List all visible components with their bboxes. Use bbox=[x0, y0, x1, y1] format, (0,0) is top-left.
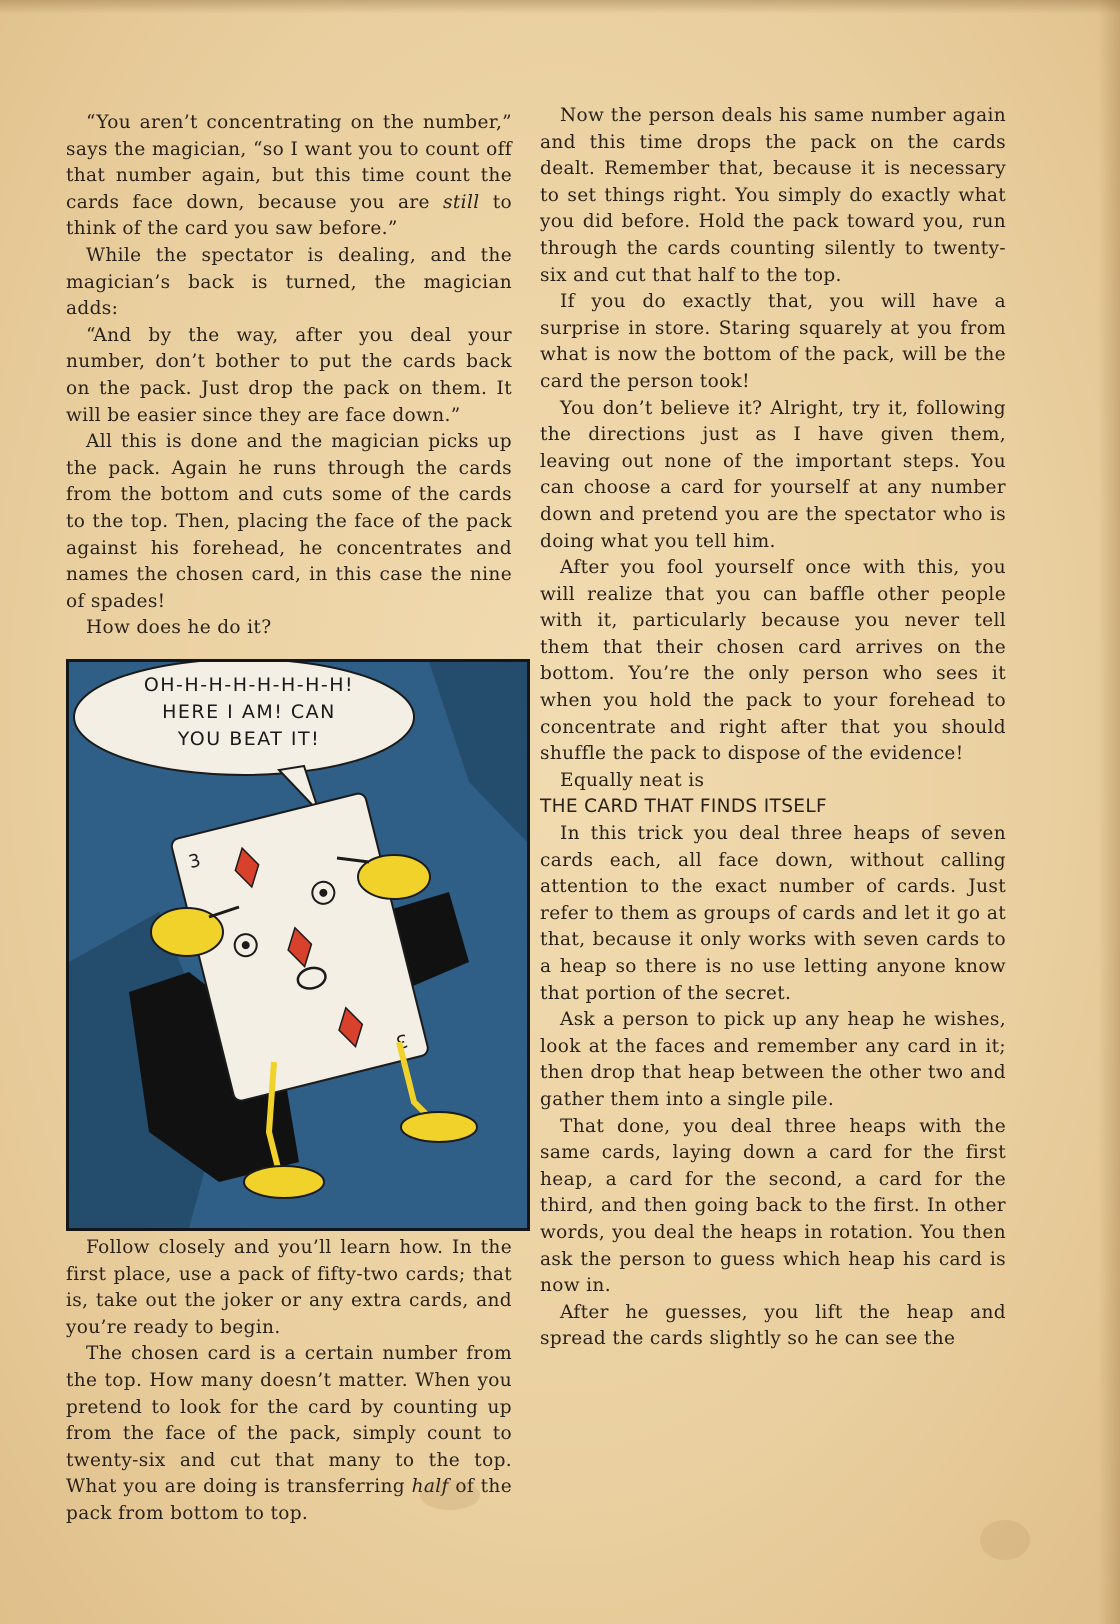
paragraph: “And by the way, after you deal your number, don’t bother to put the cards back on the pack. Just drop the pack on them. It will be easier since they are face down.” bbox=[66, 324, 512, 426]
right-column bbox=[540, 103, 1006, 1353]
paragraph-text: to think of the card you saw before.” bbox=[66, 191, 512, 240]
paragraph-text: “You aren’t concentrating on the number,” says the magician, “so I want you to count off that number again, but this time count the cards face down, because you are bbox=[66, 112, 512, 213]
paragraph: You don’t believe it? Alright, try it, following the directions just as I have given them, leaving out none of the important steps. You can choose a card for yourself at any number down and pretend you are the spectator who is doing what you tell him. bbox=[540, 397, 1006, 552]
comic-panel bbox=[66, 659, 530, 1231]
paragraph: After you fool yourself once with this, you will realize that you can baffle other people with it, particularly because you never tell them that their chosen card arrives on the bottom. You’re the only person who sees it when you hold the pack to your forehead to concentrate and right after that you should shuffle the pack to dispose of the evidence! bbox=[540, 557, 1006, 765]
card-index-bottom: 3 bbox=[393, 1029, 410, 1053]
right-shoe bbox=[401, 1112, 477, 1142]
paragraph bbox=[66, 1341, 512, 1527]
balloon-line: YOU BEAT IT! bbox=[177, 728, 321, 750]
italic-word: still bbox=[443, 191, 480, 213]
balloon-text bbox=[109, 672, 389, 753]
left-column-top bbox=[66, 110, 512, 642]
paragraph: All this is done and the magician picks up the pack. Again he runs through the cards from the bottom and cuts some of the cards to the top. Then, placing the face of the pack against his forehead, he concentrates and names the chosen card, in this case the nine of spades! bbox=[66, 431, 512, 612]
paragraph-text: The chosen card is a certain number from the top. How many doesn’t matter. When you pretend to look for the card by counting up from the face of the pack, simply count to twenty-six and cut that many to the top. What you are doing is transferring bbox=[66, 1343, 512, 1498]
paragraph: Ask a person to pick up any heap he wishes, look at the faces and remember any card in it; then drop that heap between the other two and gather them into a single pile. bbox=[540, 1009, 1006, 1110]
left-shoe bbox=[244, 1166, 324, 1198]
paragraph: In this trick you deal three heaps of seven cards each, all face down, without calling attention to the exact number of cards. Just refer to them as groups of cards and let it go at that, because it only works with seven cards to a heap so there is no use letting anyone know that portion of the secret. bbox=[540, 823, 1006, 1004]
paragraph: Follow closely and you’ll learn how. In the first place, use a pack of fifty-two cards; that is, take out the joker or any extra cards, and you’re ready to begin. bbox=[66, 1237, 512, 1338]
paper-stain bbox=[980, 1520, 1030, 1560]
paragraph: How does he do it? bbox=[86, 617, 272, 639]
italic-word: half bbox=[411, 1476, 449, 1498]
balloon-line: HERE I AM! CAN bbox=[162, 701, 336, 723]
card-index-top: 3 bbox=[186, 849, 203, 874]
balloon-line: OH-H-H-H-H-H-H-H! bbox=[143, 674, 355, 696]
paragraph: Now the person deals his same number again and this time drops the pack on the cards dealt. Remember that, because it is necessary to set things right. You simply do exactly what you did before. Hold the pack toward you, run through the cards counting silently to twenty-six and cut that half to the top. bbox=[540, 105, 1006, 286]
page-edge-right bbox=[1098, 0, 1120, 1624]
paragraph bbox=[66, 110, 512, 243]
paragraph: That done, you deal three heaps with the same cards, laying down a card for the first heap, a card for the second, a card for the third, and then going back to the first. In other words, you deal the heaps in rotation. You then ask the person to guess which heap his card is now in. bbox=[540, 1115, 1006, 1297]
page-edge-top bbox=[0, 0, 1120, 14]
section-heading: THE CARD THAT FINDS ITSELF bbox=[540, 796, 827, 818]
paragraph: Equally neat is bbox=[560, 769, 705, 791]
paragraph: After he guesses, you lift the heap and spread the cards slightly so he can see the bbox=[540, 1301, 1006, 1350]
paragraph-text: of the pack from bottom to top. bbox=[66, 1476, 512, 1524]
left-column-bottom bbox=[66, 1235, 512, 1528]
paragraph: While the spectator is dealing, and the magician’s back is turned, the magician adds: bbox=[66, 244, 512, 320]
paragraph: If you do exactly that, you will have a surprise in store. Staring squarely at you from what is now the bottom of the pack, will be the card the person took! bbox=[540, 291, 1006, 392]
